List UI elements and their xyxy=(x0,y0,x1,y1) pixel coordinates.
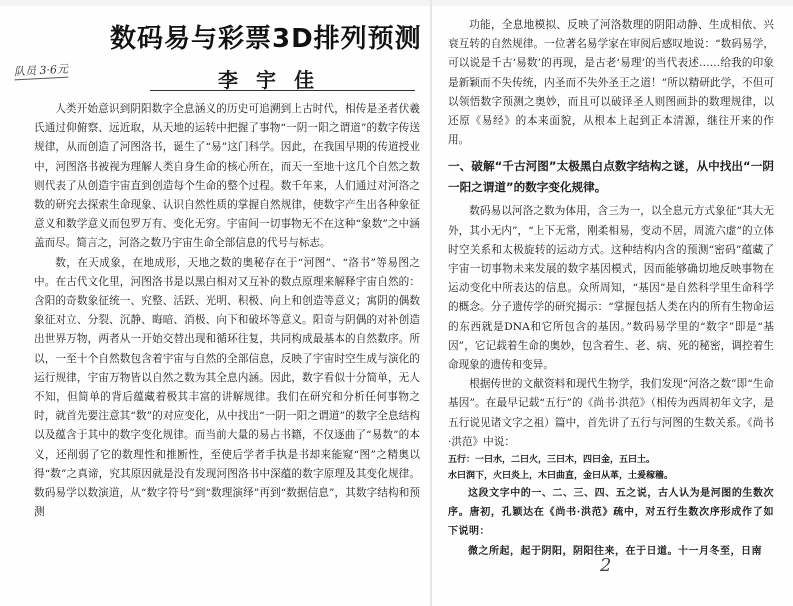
document-title: 数码易与彩票3D排列预测 xyxy=(110,24,422,54)
quote-line-2: 水曰润下，火曰炎上，木曰曲直，金曰从革，土爰稼穑。 xyxy=(448,471,674,482)
page-number: 2 xyxy=(600,555,612,576)
quote-line-1: 五行：一曰水，二曰火，三曰木，四曰金，五曰土。 xyxy=(448,455,656,466)
handwritten-note: 队员 3·6元 xyxy=(13,62,69,79)
right-paragraph-1: 功能，全息地模拟、反映了河洛数理的阴阳动静、生成相依、兴衰互转的自然规律。一位著名易学家在审阅后感叹地说：“数码易学，可以说是千古‘易数’的再现，是古老‘易理’的当代表述……给我的印象是新颖而不失传统，内圣而不失外圣王之道！”所以精研此学，不但可以领悟数字预测之奥妙，而且可以破译圣人则图画卦的数理规律，以还原《易经》的本来面貌，从根本上起到正本清源，继往开来的作用。 xyxy=(448,19,774,147)
left-paragraph-1: 人类开始意识到阴阳数字全息涵义的历史可追溯到上古时代，相传是圣者伏羲氏通过仰俯察、远近取，从天地的运转中把握了事物“一阴一阳之谓道”的数字传送规律，从而创造了河图洛书，诞生了“易”这门科学。因此，在我国早期的传道授业中，河图洛书被视为理解人类自身生命的核心所在，而天一至地十这几个自然之数则代表了从创造宇宙直到创造每个生命的整个过程。数千年来，人们通过对河洛之数的研究去探索生命现象、认识自然性质的掌握自然规律，使数字产生出各种象征意义和数学意义而包罗万有、变化无穷。宇宙间一切事物无不在这种“象数”之中涵盖而尽。简言之，河洛之数乃宇宙生命全部信息的代号与标志。 xyxy=(34,103,420,250)
left-paragraph-2: 数，在天成象，在地成形，天地之数的奥秘存在于“河图”、“洛书”等易图之中。在古代文化里，河图洛书是以黑白相对又互补的数点原理来解释宇宙自然的：含阳的奇数象征统一、究整、活跃、光明、积极、向上和创造等意义；寓阴的偶数象征对立、分裂、沉静、晦暗、消极、向下和破坏等意义。阳奇与阴偶的对补创造出世界万物，两者从一开始交替出现和循环往复，共同构成最基本的自然数序。所以，一至十个自然数包含着宇宙与自然的全部信息，反映了宇宙时空生成与演化的运行规律，宇宙万物皆以自然之数为其全息内涵。因此，数字看似十分简单，无人不知，但简单的背后蕴藏着极其丰富的讲解规律。我们在研究和分析任何事物之时，就首先要注意其“数”的对应变化，从中找出“一阴一阳之谓道”的数字全息结构以及蕴含于其中的数字变化规律。而当前大量的易占书籍，不仅逐曲了“易数”的本义，还削弱了它的数理性和推断性，至使后学者手执是书却来能窥“图”之精奥以得“数”之真谛，究其原因就是没有发现河图洛书中深蕴的数字原理及其变化规律。数码易学以数演道，从“数字符号”到“数理演绎”再到“数据信息”，其数字结构和预测 xyxy=(34,256,420,519)
author-name: 李宇佳 xyxy=(218,68,332,92)
page-gutter xyxy=(430,0,432,606)
right-paragraph-5: 微之所起，起于阴阳，阴阳往来，在于日道。十一月冬至，日南 xyxy=(468,545,762,557)
right-column xyxy=(448,16,774,561)
right-paragraph-2: 数码易以河洛之数为体用，含三为一，以全息元方式象征“其大无外，其小无内”，“上下无常，刚柔相易，变动不居，周流六虚”的立体时空关系和太极旋转的运动方式。这种结构内含的预测“密码”蕴藏了宇宙一切事物未来发展的数字基因模式，因而能够确切地反映事物在运动变化中所表达的信息。众所周知，“基因”是自然科学里生命科学的概念。分子遗传学的研究揭示：“掌握包括人类在内的所有生物命运的东西就是DNA和它所包含的基因。”数码易学里的“数字”即是“基因”，它记载着生命的奥妙，包含着生、老、病、死的秘密，调控着生命现象的遗传和变异。 xyxy=(448,205,774,372)
author-underline xyxy=(150,90,415,91)
right-paragraph-3: 根据传世的文献资料和现代生物学，我们发现“河洛之数”即“生命基因”。在最早记载“五行”的《尚书·洪范》（相传为西周初年文字，是五行说见诸文字之祖）篇中，首先讲了五行与河图的生数关系。《尚书·洪范》中说： xyxy=(448,378,774,448)
right-paragraph-4: 这段文字中的一、二、三、四、五之说，古人认为是河图的生数次序。唐初，孔颖达在《尚书·洪范》疏中，对五行生数次序形成作了如下说明： xyxy=(448,488,774,538)
section-heading: 一、破解“千古河图”太极黑白点数字结构之谜，从中找出“一阴一阳之谓道”的数字变化规律。 xyxy=(448,159,774,195)
left-column xyxy=(34,100,420,522)
scan-edge xyxy=(0,0,793,6)
